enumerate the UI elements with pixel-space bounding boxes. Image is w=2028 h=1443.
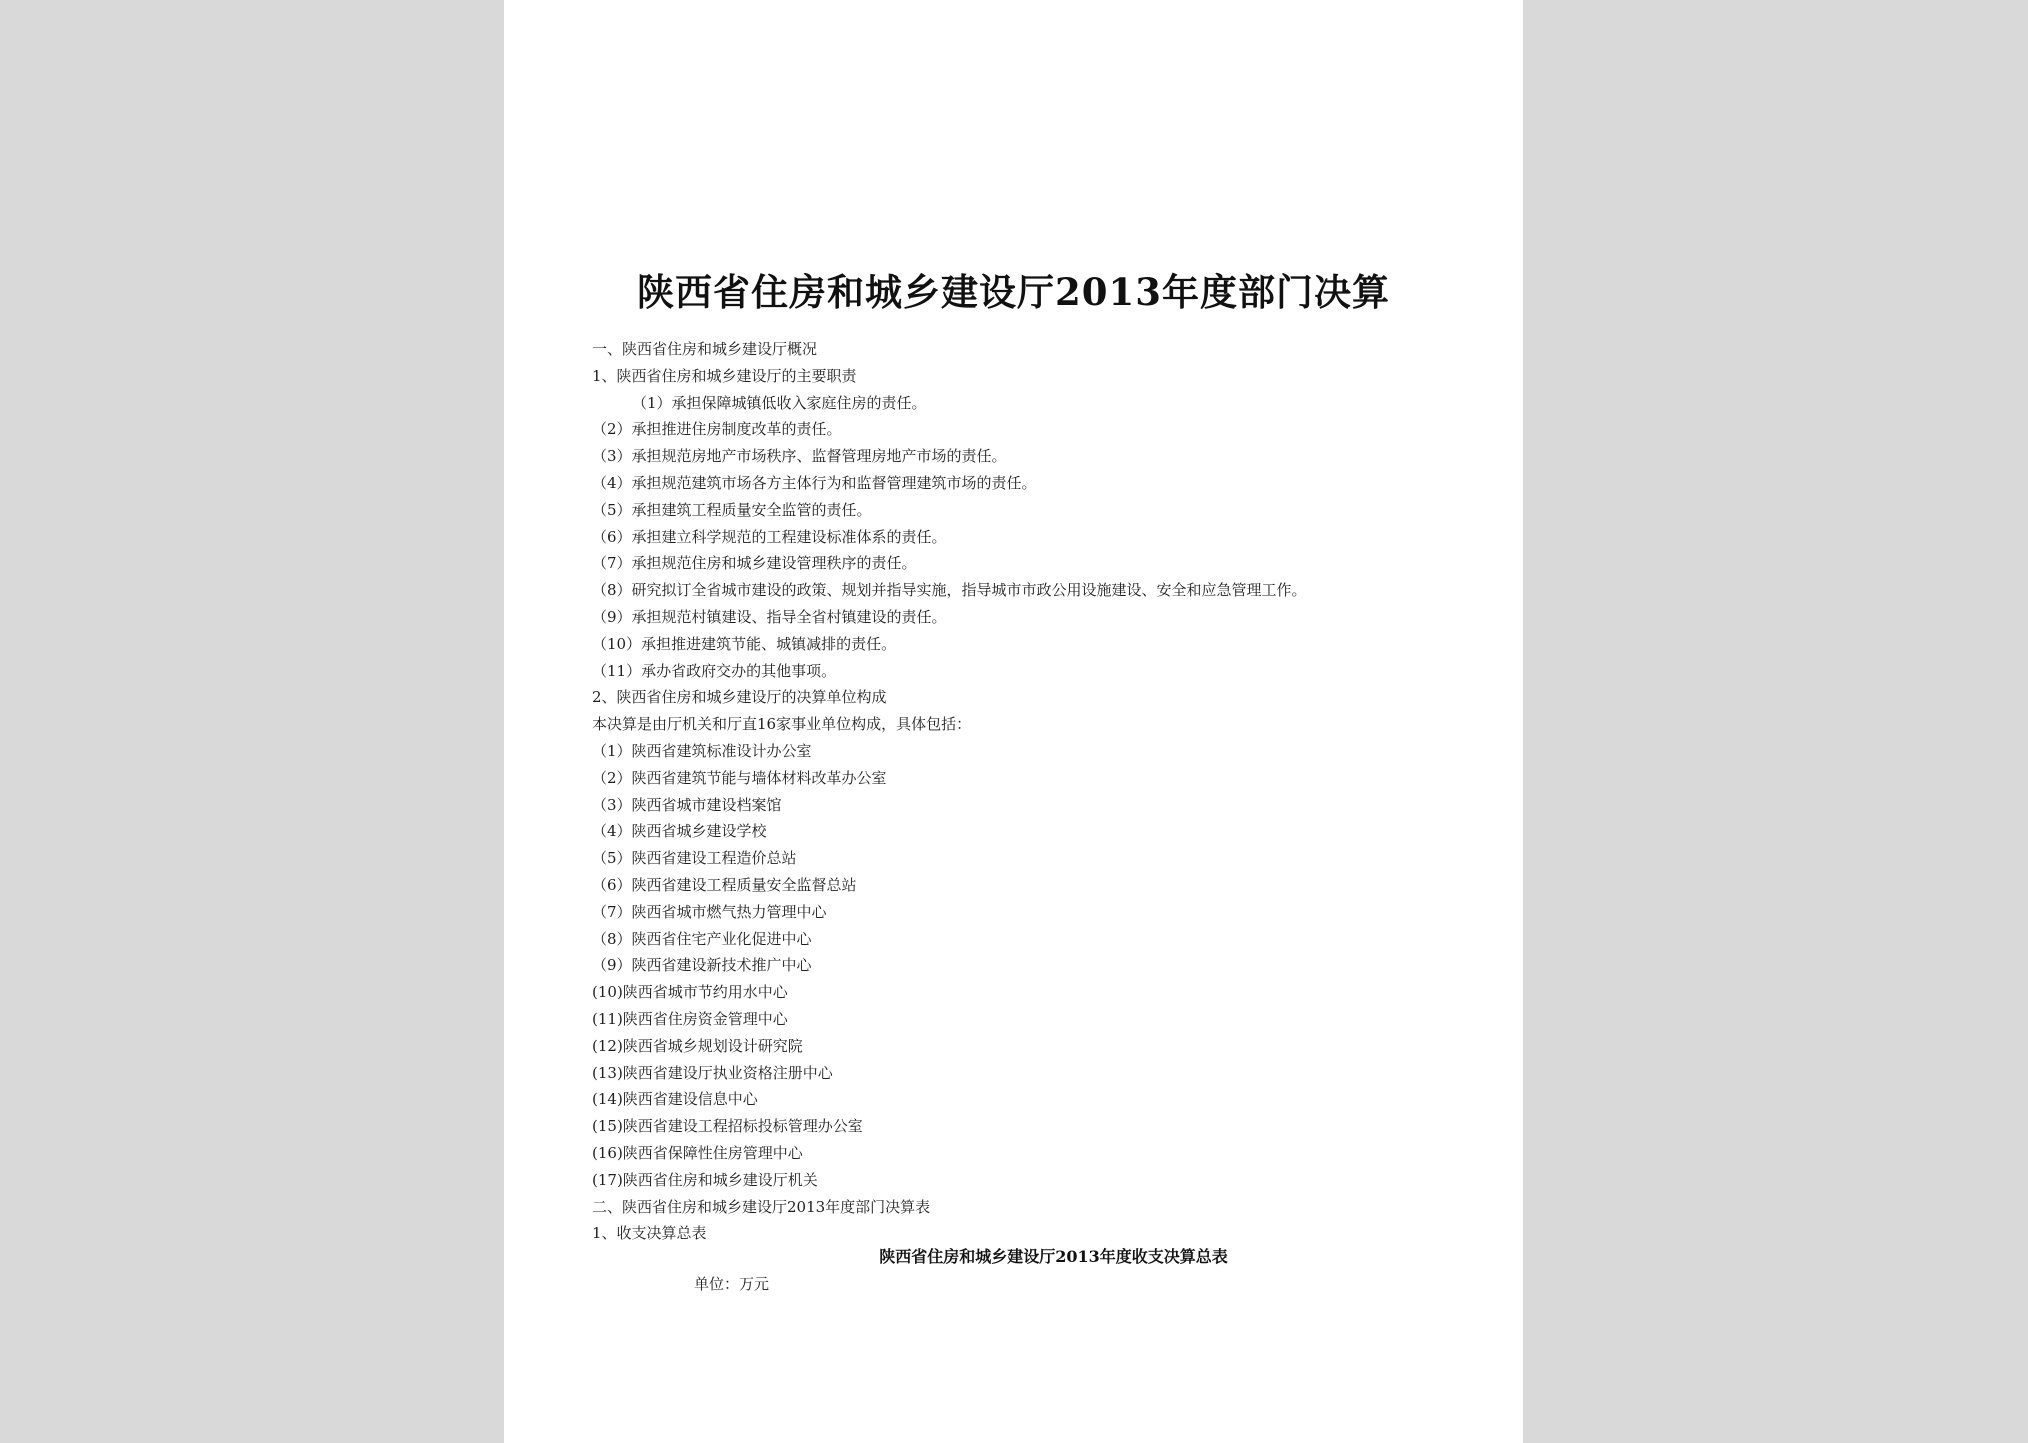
text-line: （10）承担推进建筑节能、城镇减排的责任。 [592,634,897,653]
text-line: （11）承办省政府交办的其他事项。 [592,661,837,680]
text-line: 1、收支决算总表 [592,1224,707,1243]
text-line: (14)陕西省建设信息中心 [592,1090,758,1109]
text-line: （5）承担建筑工程质量安全监管的责任。 [592,500,872,519]
text-line: (13)陕西省建设厅执业资格注册中心 [592,1063,833,1082]
text-line: （7）陕西省城市燃气热力管理中心 [592,902,827,921]
text-line: （5）陕西省建设工程造价总站 [592,849,797,868]
text-line: （3）陕西省城市建设档案馆 [592,795,782,814]
text-line: 1、陕西省住房和城乡建设厅的主要职责 [592,366,857,385]
text-line: （8）陕西省住宅产业化促进中心 [592,929,812,948]
text-line: (10)陕西省城市节约用水中心 [592,983,788,1002]
text-line: (12)陕西省城乡规划设计研究院 [592,1036,803,1055]
text-line: (16)陕西省保障性住房管理中心 [592,1143,803,1162]
text-line: (17)陕西省住房和城乡建设厅机关 [592,1170,818,1189]
text-line: （1）承担保障城镇低收入家庭住房的责任。 [632,393,927,412]
document-body [592,336,1492,1247]
text-line: （8）研究拟订全省城市建设的政策、规划并指导实施，指导城市市政公用设施建设、安全和应急管理工作。 [592,581,1307,600]
text-line: (15)陕西省建设工程招标投标管理办公室 [592,1117,863,1136]
text-line: （2）陕西省建筑节能与墙体材料改革办公室 [592,768,887,787]
text-line: 2、陕西省住房和城乡建设厅的决算单位构成 [592,688,887,707]
table-title: 陕西省住房和城乡建设厅2013年度收支决算总表 [879,1247,1228,1266]
text-line: （1）陕西省建筑标准设计办公室 [592,741,812,760]
document-page [504,0,1523,1443]
text-line: （4）陕西省城乡建设学校 [592,822,767,841]
text-line: 二、陕西省住房和城乡建设厅2013年度部门决算表 [592,1197,931,1216]
text-line: （4）承担规范建筑市场各方主体行为和监督管理建筑市场的责任。 [592,473,1037,492]
document-title: 陕西省住房和城乡建设厅2013年度部门决算 [637,270,1390,314]
text-line: （6）承担建立科学规范的工程建设标准体系的责任。 [592,527,947,546]
text-line: （3）承担规范房地产市场秩序、监督管理房地产市场的责任。 [592,447,1007,466]
unit-label: 单位：万元 [694,1275,770,1293]
text-line: 一、陕西省住房和城乡建设厅概况 [592,340,818,358]
text-line: （9）陕西省建设新技术推广中心 [592,956,812,975]
text-line: （6）陕西省建设工程质量安全监督总站 [592,875,857,894]
text-line: （2）承担推进住房制度改革的责任。 [592,420,842,439]
text-line: （9）承担规范村镇建设、指导全省村镇建设的责任。 [592,607,947,626]
text-line: （7）承担规范住房和城乡建设管理秩序的责任。 [592,554,917,573]
text-line: 本决算是由厅机关和厅直16家事业单位构成，具体包括： [592,715,972,734]
text-line: (11)陕西省住房资金管理中心 [592,1009,788,1028]
